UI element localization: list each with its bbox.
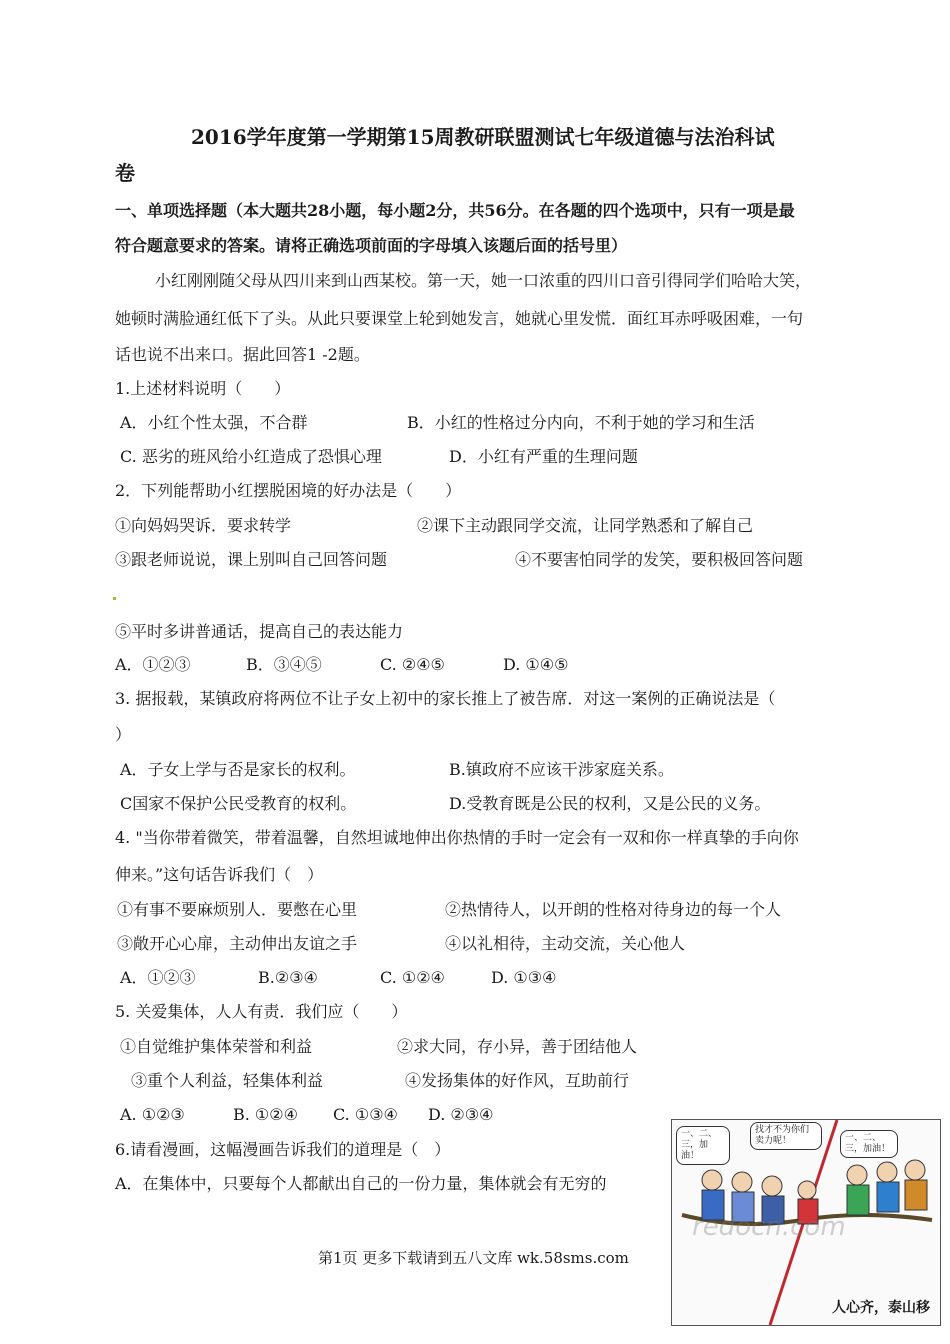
q5-item-2: ②求大同，存小异，善于团结他人 [397, 1037, 638, 1056]
q2-item-5: ⑤平时多讲普通话，提高自己的表达能力 [115, 622, 404, 641]
q2-option-b: B．③④⑤ [246, 655, 322, 674]
q5-option-d: D. ②③④ [428, 1105, 494, 1124]
speech-bubble-left: 一、二、三，加油！ [676, 1126, 730, 1165]
q4-option-b: B.②③④ [258, 968, 318, 987]
q3-option-c: C国家不保护公民受教育的权利。 [120, 794, 357, 813]
q3-option-d: D.受教育既是公民的权利，又是公民的义务。 [449, 794, 771, 813]
q5-item-3: ③重个人利益，轻集体利益 [131, 1071, 324, 1090]
q4-option-d: D. ①③④ [491, 968, 557, 987]
speech-bubble-right: 一、二、三，加油！ [840, 1130, 898, 1158]
q2-stem: 2．下列能帮助小红摆脱困境的好办法是（ ） [115, 481, 462, 500]
passage-line-2: 她顿时满脸通红低下了头。从此只要课堂上轮到她发言，她就心里发慌．面红耳赤呼吸困难，一句 [115, 309, 804, 328]
q6-stem: 6.请看漫画，这幅漫画告诉我们的道理是（ ） [115, 1140, 451, 1159]
stray-dot [113, 597, 116, 600]
q2-option-c: C. ②④⑤ [380, 655, 445, 674]
watermark: redocn.com [692, 1212, 846, 1242]
q3-stem-2: ） [115, 725, 132, 744]
speech-bubble-middle: 找才不为你们卖力呢！ [750, 1122, 822, 1150]
q4-stem-2: 伸来。”这句话告诉我们（ ） [115, 865, 324, 884]
title-line-1: 2016学年度第一学期第15周教研联盟测试七年级道德与法治科试 [191, 125, 775, 149]
q2-option-a: A．①②③ [115, 655, 191, 674]
passage-line-3: 话也说不出来口。据此回答1 -2题。 [115, 345, 370, 364]
q3-option-a: A．子女上学与否是家长的权利。 [120, 760, 356, 779]
q6-option-a: A．在集体中，只要每个人都献出自己的一份力量，集体就会有无穷的 [115, 1174, 607, 1193]
q4-item-3: ③敞开心心扉，主动伸出友谊之手 [117, 934, 358, 953]
q1-option-c: C. 恶劣的班风给小红造成了恐惧心理 [120, 447, 382, 466]
q4-item-4: ④以礼相待，主动交流，关心他人 [445, 934, 686, 953]
q2-item-3: ③跟老师说说，课上别叫自己回答问题 [115, 550, 388, 569]
cartoon-illustration [671, 1119, 941, 1326]
q1-option-d: D．小红有严重的生理问题 [449, 447, 638, 466]
q4-item-2: ②热情待人，以开朗的性格对待身边的每一个人 [445, 900, 782, 919]
section-heading-1: 一、单项选择题（本大题共28小题，每小题2分，共56分。在各题的四个选项中，只有一项是最 [115, 201, 795, 220]
q1-option-a: A．小红个性太强，不合群 [120, 413, 308, 432]
q1-stem: 1.上述材料说明（ ） [115, 379, 291, 398]
section-heading-2: 符合题意要求的答案。请将正确选项前面的字母填入该题后面的括号里） [115, 236, 628, 255]
q5-option-c: C. ①③④ [333, 1105, 398, 1124]
cartoon-caption: 人心齐，泰山移 [832, 1300, 930, 1316]
q5-stem: 5. 关爱集体，人人有责．我们应（ ） [115, 1002, 408, 1021]
q5-option-a: A. ①②③ [120, 1105, 185, 1124]
q3-stem-1: 3. 据报载，某镇政府将两位不让子女上初中的家长推上了被告席．对这一案例的正确说法是（ [115, 689, 776, 708]
q4-stem-1: 4. "当你带着微笑，带着温馨，自然坦诚地伸出你热情的手时一定会有一双和你一样真挚的手向你 [115, 828, 799, 847]
q2-item-4: ④不要害怕同学的发笑，要积极回答问题 [515, 550, 804, 569]
q2-option-d: D. ①④⑤ [503, 655, 569, 674]
q2-item-1: ①向妈妈哭诉．要求转学 [115, 516, 292, 535]
q5-item-4: ④发扬集体的好作风，互助前行 [405, 1071, 630, 1090]
q3-option-b: B.镇政府不应该干涉家庭关系。 [449, 760, 674, 779]
q4-item-1: ①有事不要麻烦别人．要憋在心里 [117, 900, 358, 919]
q2-item-2: ②课下主动跟同学交流，让同学熟悉和了解自己 [417, 516, 754, 535]
page-footer: 第1页 更多下载请到五八文库 wk.58sms.com [318, 1249, 629, 1267]
q5-item-1: ①自觉维护集体荣誉和利益 [120, 1037, 313, 1056]
q1-option-b: B．小红的性格过分内向，不利于她的学习和生活 [407, 413, 755, 432]
q5-option-b: B. ①②④ [233, 1105, 298, 1124]
passage-line-1: 小红刚刚随父母从四川来到山西某校。第一天，她一口浓重的四川口音引得同学们哈哈大笑， [155, 271, 812, 290]
title-line-2: 卷 [115, 161, 135, 185]
q4-option-a: A．①②③ [120, 968, 196, 987]
q4-option-c: C. ①②④ [380, 968, 445, 987]
